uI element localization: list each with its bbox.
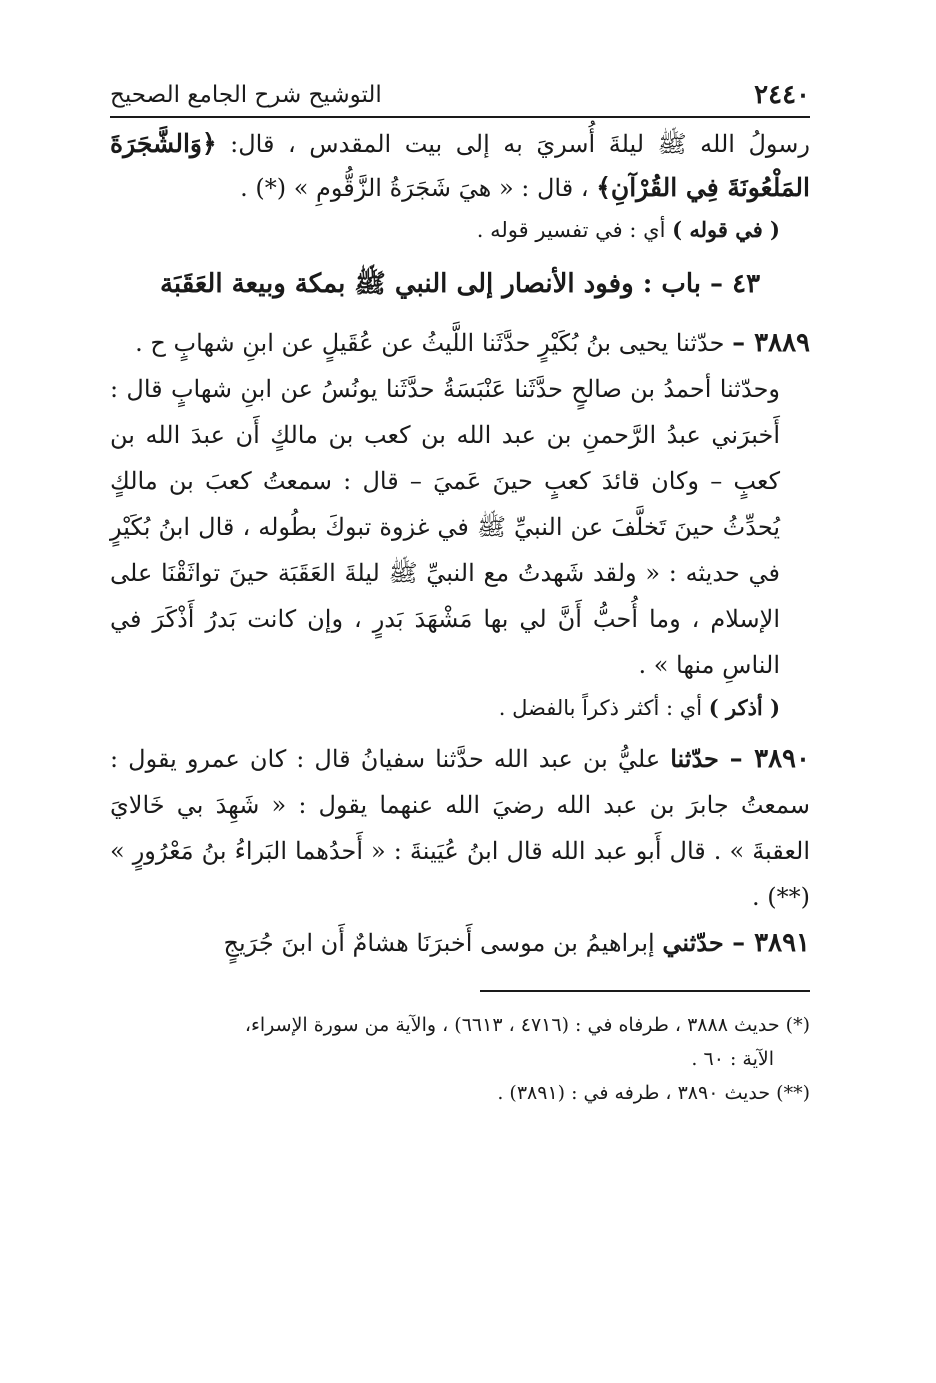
footnote-1-marker: (*) (785, 1014, 810, 1036)
footnote-divider (480, 990, 810, 992)
page-header (110, 70, 810, 118)
hadith-3890-number: ٣٨٩٠ – (729, 744, 810, 774)
book-title: التوشيح شرح الجامع الصحيح (110, 82, 382, 108)
page-number: ٢٤٤٠ (754, 80, 810, 110)
footnote-1-continuation: الآية : ٦٠ . (691, 1048, 774, 1070)
hadith-3890-text: عليُّ بن عبد الله حدَّثنا سفيانُ قال : كان عمرو يقول : سمعتُ جابرَ بن عبد الله رضيَ الله عنهما يقول : « شَهِدَ بي خَالايَ العقبةَ » . قال أَبو عبد الله قال ابنُ عُيَينةَ : « أَحدُهما البَراءُ بنُ مَعْرُورٍ » (**) . (110, 745, 810, 911)
intro-text-before: رسولُ الله ﷺ ليلةَ أُسريَ به إلى بيت المقدس ، قال: (216, 130, 810, 158)
footnote-1-text: حديث ٣٨٨٨ ، طرفاه في : (٤٧١٦ ، ٦٦١٣) ، والآية من سورة الإسراء، (244, 1014, 786, 1036)
gloss-1-explanation: أي : في تفسير قوله . (476, 218, 673, 242)
quran-quote: ﴿وَالشَّجَرَةَ المَلْعُونَةَ فِي القُرْآنِ﴾ (110, 129, 810, 202)
footnote-2 (110, 1076, 810, 1110)
hadith-3891-number: ٣٨٩١ – (732, 928, 810, 958)
footnote-2-marker: (**) (776, 1082, 810, 1104)
hadith-3889-number: ٣٨٨٩ – (732, 328, 810, 358)
page (110, 70, 810, 1110)
main-text (110, 122, 810, 966)
chapter-heading: ٤٣ – باب : وفود الأنصار إلى النبي ﷺ بمكة وبيعة العَقَبَة (159, 269, 761, 299)
hadith-3890 (110, 736, 810, 920)
hadith-3889-continuation: وحدّثنا أحمدُ بن صالحٍ حدَّثَنا عَنْبَسَةُ حدَّثَنا يونُسُ عن ابنِ شهابٍ قال : أَخبرَني عبدُ الرَّحمنِ بن عبد الله بن كعب بن مالكٍ أَن عبدَ الله بن كعبٍ – وكان قائدَ كعبٍ حينَ عَميَ – قال : سمعتُ كعبَ بن مالكٍ يُحدِّثُ حينَ تَخلَّفَ عن النبيِّ ﷺ في غزوة تبوكَ بطُوله ، قال ابنُ بُكَيْرٍ في حديثه : « ولقد شَهدتُ مع النبيِّ ﷺ ليلةَ العَقَبَة حينَ تواثَقْنَا على الإسلام ، وما أُحبُّ أَنَّ لي بها مَشْهَدَ بَدرٍ ، وإن كانت بَدرُ أَذْكَرَ في الناسِ منها » . (110, 375, 780, 679)
footnote-1 (110, 1008, 810, 1042)
gloss-2-term: ( أذكر ) (708, 695, 780, 720)
hadith-3891-lead: حدّثني (662, 928, 733, 957)
gloss-1 (110, 210, 810, 250)
hadith-3890-lead: حدّثنا (670, 744, 730, 773)
hadith-3889 (110, 320, 810, 366)
intro-paragraph (110, 122, 810, 210)
gloss-2-explanation: أي : أكثر ذكراً بالفضل . (498, 696, 709, 720)
hadith-3889-text: حدّثنا يحيى بنُ بُكَيْرٍ حدَّثَنا اللَّيثُ عن عُقَيلٍ عن ابنِ شهابٍ ح . (135, 329, 733, 357)
footnotes (110, 1008, 810, 1110)
intro-text-after: ، قال : « هيَ شَجَرَةُ الزَّقُّومِ » (*) . (240, 174, 597, 202)
hadith-3891-text: إبراهيمُ بن موسى أَخبرَنَا هشامٌ أَن ابنَ جُرَيجٍ (223, 929, 663, 957)
hadith-3891 (110, 920, 810, 966)
footnote-2-text: حديث ٣٨٩٠ ، طرفه في : (٣٨٩١) . (497, 1082, 777, 1104)
gloss-1-term: ( في قوله ) (672, 217, 780, 242)
gloss-2 (110, 688, 810, 728)
